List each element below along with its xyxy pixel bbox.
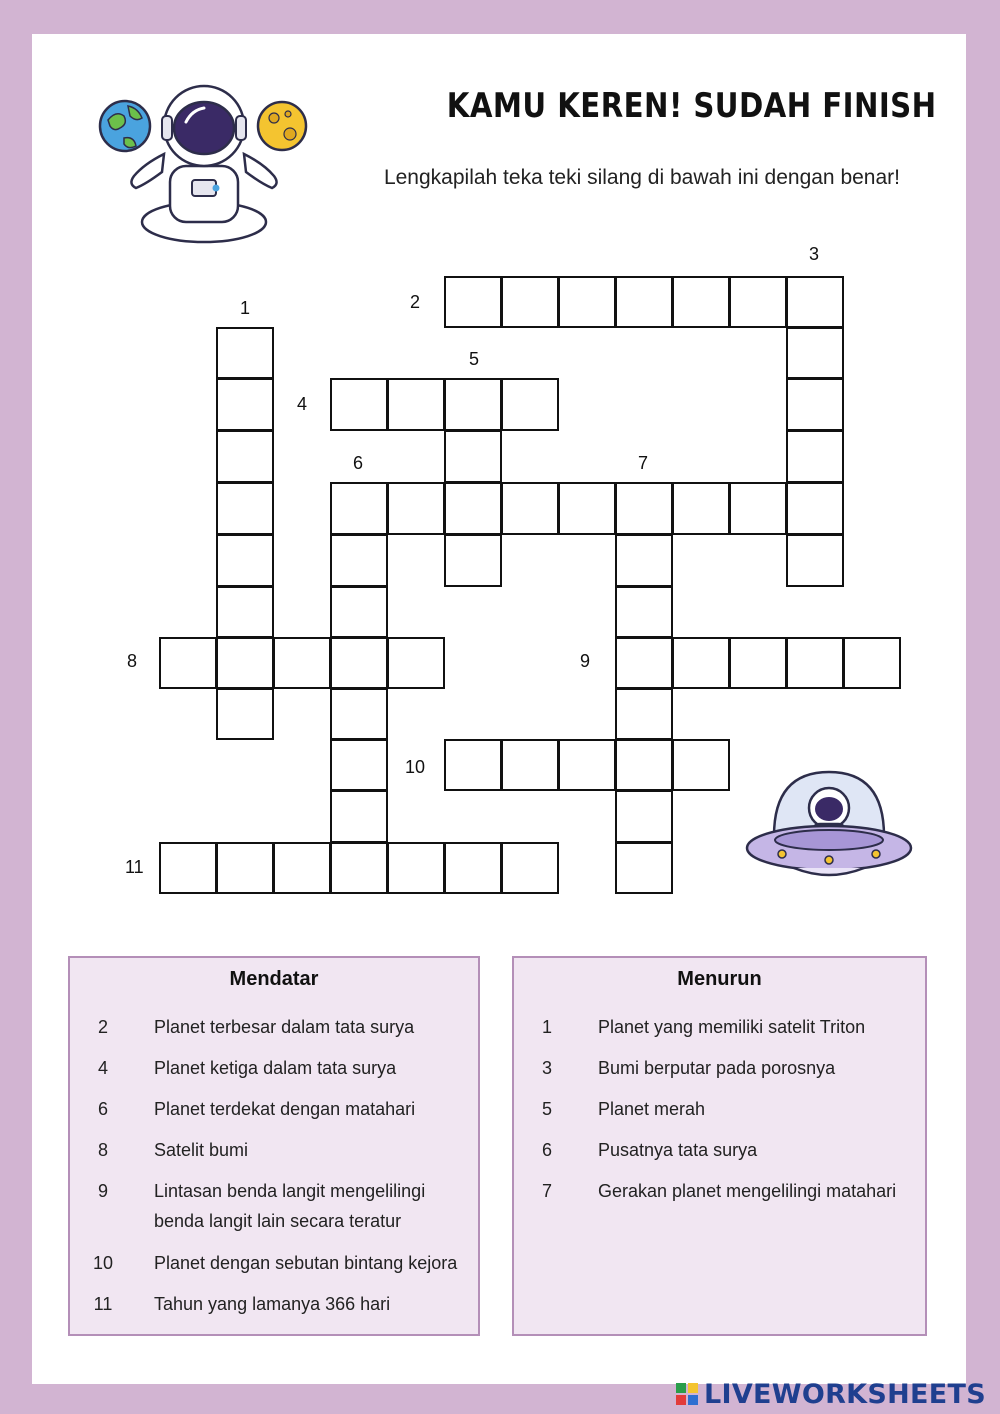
crossword-cell[interactable] xyxy=(501,378,559,431)
crossword-cell[interactable] xyxy=(729,637,787,689)
crossword-cell[interactable] xyxy=(615,688,673,740)
clue-number-1: 1 xyxy=(240,298,251,318)
crossword-cell[interactable] xyxy=(216,842,274,894)
crossword-cell[interactable] xyxy=(330,586,388,638)
crossword-cell[interactable] xyxy=(615,790,673,843)
crossword-cell[interactable] xyxy=(216,637,274,689)
crossword-cell[interactable] xyxy=(216,586,274,638)
clue-number-6: 6 xyxy=(353,453,364,473)
crossword-cell[interactable] xyxy=(729,482,787,535)
clue-number-2: 2 xyxy=(410,292,421,312)
crossword-cell[interactable] xyxy=(330,637,388,689)
crossword-cell[interactable] xyxy=(330,739,388,791)
clue-number-7: 7 xyxy=(638,453,649,473)
clue-number-10: 10 xyxy=(405,757,426,777)
crossword-cell[interactable] xyxy=(615,842,673,894)
crossword-cell[interactable] xyxy=(786,430,844,483)
crossword-cell[interactable] xyxy=(786,534,844,587)
crossword-cell[interactable] xyxy=(216,482,274,535)
crossword-cell[interactable] xyxy=(843,637,901,689)
menurun-panel: Menurun 1 Planet yang memiliki satelit Triton 3 Bumi berputar pada porosnya 5 Planet merah 6 Pusatnya tata surya 7 Gerakan planet mengelilingi matahari xyxy=(512,956,927,1336)
crossword-cell[interactable] xyxy=(216,378,274,431)
crossword-cell[interactable] xyxy=(501,739,559,791)
crossword-cell[interactable] xyxy=(615,534,673,587)
crossword-cell[interactable] xyxy=(387,842,445,894)
crossword-cell[interactable] xyxy=(501,276,559,328)
crossword-cell[interactable] xyxy=(444,276,502,328)
crossword-cell[interactable] xyxy=(672,739,730,791)
crossword-cell[interactable] xyxy=(216,430,274,483)
liveworksheets-logo-icon xyxy=(676,1383,698,1405)
crossword-cell[interactable] xyxy=(216,327,274,379)
crossword-cell[interactable] xyxy=(330,482,388,535)
moon-icon xyxy=(258,102,306,150)
clue-number-9: 9 xyxy=(580,651,591,671)
crossword-cell[interactable] xyxy=(159,842,217,894)
crossword-cell[interactable] xyxy=(558,739,616,791)
menurun-title: Menurun xyxy=(677,968,762,990)
crossword-cell[interactable] xyxy=(672,276,730,328)
clue-number-4: 4 xyxy=(297,394,308,414)
crossword-cell[interactable] xyxy=(786,378,844,431)
crossword-cell[interactable] xyxy=(615,586,673,638)
crossword-cell[interactable] xyxy=(786,276,844,328)
crossword-cell[interactable] xyxy=(216,688,274,740)
crossword-cell[interactable] xyxy=(444,739,502,791)
crossword-cell[interactable] xyxy=(387,378,445,431)
crossword-cell[interactable] xyxy=(444,482,502,535)
crossword-cell[interactable] xyxy=(558,276,616,328)
mendatar-panel: Mendatar 2 Planet terbesar dalam tata surya 4 Planet ketiga dalam tata surya 6 Planet terdekat dengan matahari 8 Satelit bumi 9 Lintasan benda langit mengelilingi benda langit lain secara teratur 10 Planet dengan sebutan bintang kejora 11 Tahun yang lamanya 366 hari xyxy=(68,956,480,1336)
crossword-cell[interactable] xyxy=(273,637,331,689)
crossword-cell[interactable] xyxy=(444,430,502,483)
footer-brand[interactable] xyxy=(676,1378,986,1410)
page-subtitle: Lengkapilah teka teki silang di bawah ini dengan benar! xyxy=(383,166,900,189)
crossword-cell[interactable] xyxy=(615,482,673,535)
crossword-cell[interactable] xyxy=(330,790,388,843)
crossword-cell[interactable] xyxy=(330,688,388,740)
crossword-cell[interactable] xyxy=(786,482,844,535)
crossword-cell[interactable] xyxy=(444,534,502,587)
astronaut-icon xyxy=(98,82,310,246)
ufo-astronaut-icon xyxy=(744,764,914,896)
crossword-cell[interactable] xyxy=(159,637,217,689)
mendatar-title: Mendatar xyxy=(229,968,319,990)
crossword-cell[interactable] xyxy=(615,276,673,328)
clue-number-11: 11 xyxy=(125,857,144,877)
crossword-cell[interactable] xyxy=(786,327,844,379)
crossword-cell[interactable] xyxy=(444,378,502,431)
clue-number-8: 8 xyxy=(127,651,138,671)
crossword-cell[interactable] xyxy=(615,637,673,689)
crossword-cell[interactable] xyxy=(444,842,502,894)
crossword-cell[interactable] xyxy=(273,842,331,894)
crossword-cell[interactable] xyxy=(729,276,787,328)
crossword-cell[interactable] xyxy=(558,482,616,535)
page-title: KAMU KEREN! SUDAH FINISH xyxy=(447,86,937,126)
crossword-cell[interactable] xyxy=(387,482,445,535)
crossword-cell[interactable] xyxy=(786,637,844,689)
brand-name: LIVEWORKSHEETS xyxy=(703,1378,986,1410)
crossword-cell[interactable] xyxy=(672,482,730,535)
crossword-cell[interactable] xyxy=(672,637,730,689)
crossword-cell[interactable] xyxy=(330,534,388,587)
crossword-cell[interactable] xyxy=(615,739,673,791)
crossword-cell[interactable] xyxy=(216,534,274,587)
clue-number-3: 3 xyxy=(809,244,820,264)
clue-number-5: 5 xyxy=(469,349,480,369)
earth-icon xyxy=(100,101,150,151)
crossword-cell[interactable] xyxy=(330,842,388,894)
crossword-cell[interactable] xyxy=(387,637,445,689)
crossword-cell[interactable] xyxy=(501,482,559,535)
crossword-cell[interactable] xyxy=(501,842,559,894)
crossword-cell[interactable] xyxy=(330,378,388,431)
